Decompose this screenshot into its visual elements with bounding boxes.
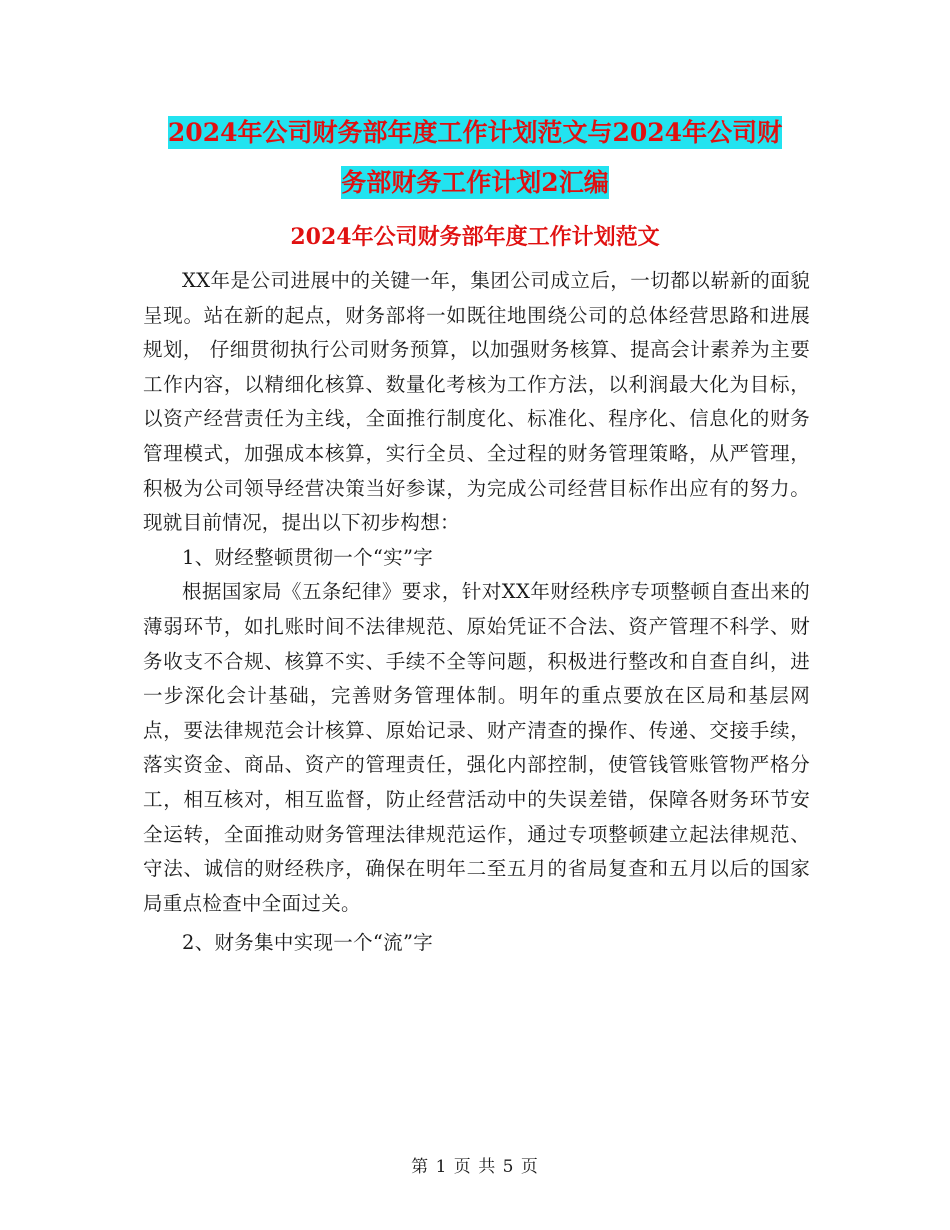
section-title: 2024年公司财务部年度工作计划范文 xyxy=(290,224,660,250)
paragraph-intro: XX年是公司进展中的关键一年，集团公司成立后，一切都以崭新的面貌呈现。站在新的起点，财务部将一如既往地围绕公司的总体经营思路和进展规划， 仔细贯彻执行公司财务预算，以加强财务核算、提高会计素养为主要工作内容，以精细化核算、数量化考核为工作方法，以利润最大化为目标，以资产经营责任为主线，全面推行制度化、标准化、程序化、信息化的财务管理模式，加强成本核算，实行全员、全过程的财务管理策略，从严管理，积极为公司领导经营决策当好参谋，为完成公司经营目标作出应有的努力。现就目前情况，提出以下初步构想： xyxy=(143,269,810,535)
paragraph-heading-1: 1、财经整顿贯彻一个“实”字 xyxy=(182,545,434,569)
document-body xyxy=(143,264,810,961)
paragraph-finance-rectification: 根据国家局《五条纪律》要求，针对XX年财经秩序专项整顿自查出来的薄弱环节，如扎账时间不法律规范、原始凭证不合法、资产管理不科学、财务收支不合规、核算不实、手续不全等问题，积极进行整改和自查自纠，进一步深化会计基础，完善财务管理体制。明年的重点要放在区局和基层网点，要法律规范会计核算、原始记录、财产清查的操作、传递、交接手续，落实资金、商品、资产的管理责任，强化内部控制，使管钱管账管物严格分工，相互核对，相互监督，防止经营活动中的失误差错，保障各财务环节安全运转，全面推动财务管理法律规范运作，通过专项整顿建立起法律规范、守法、诚信的财经秩序，确保在明年二至五月的省局复查和五月以后的国家局重点检查中全面过关。 xyxy=(143,580,810,915)
document-title xyxy=(0,108,950,208)
page-number-footer: 第 1 页 共 5 页 xyxy=(411,1157,539,1177)
document-title-line-1: 2024年公司财务部年度工作计划范文与2024年公司财 xyxy=(167,118,783,147)
document-title-line-2: 务部财务工作计划2汇编 xyxy=(341,168,609,197)
paragraph-heading-2: 2、财务集中实现一个“流”字 xyxy=(182,931,434,955)
